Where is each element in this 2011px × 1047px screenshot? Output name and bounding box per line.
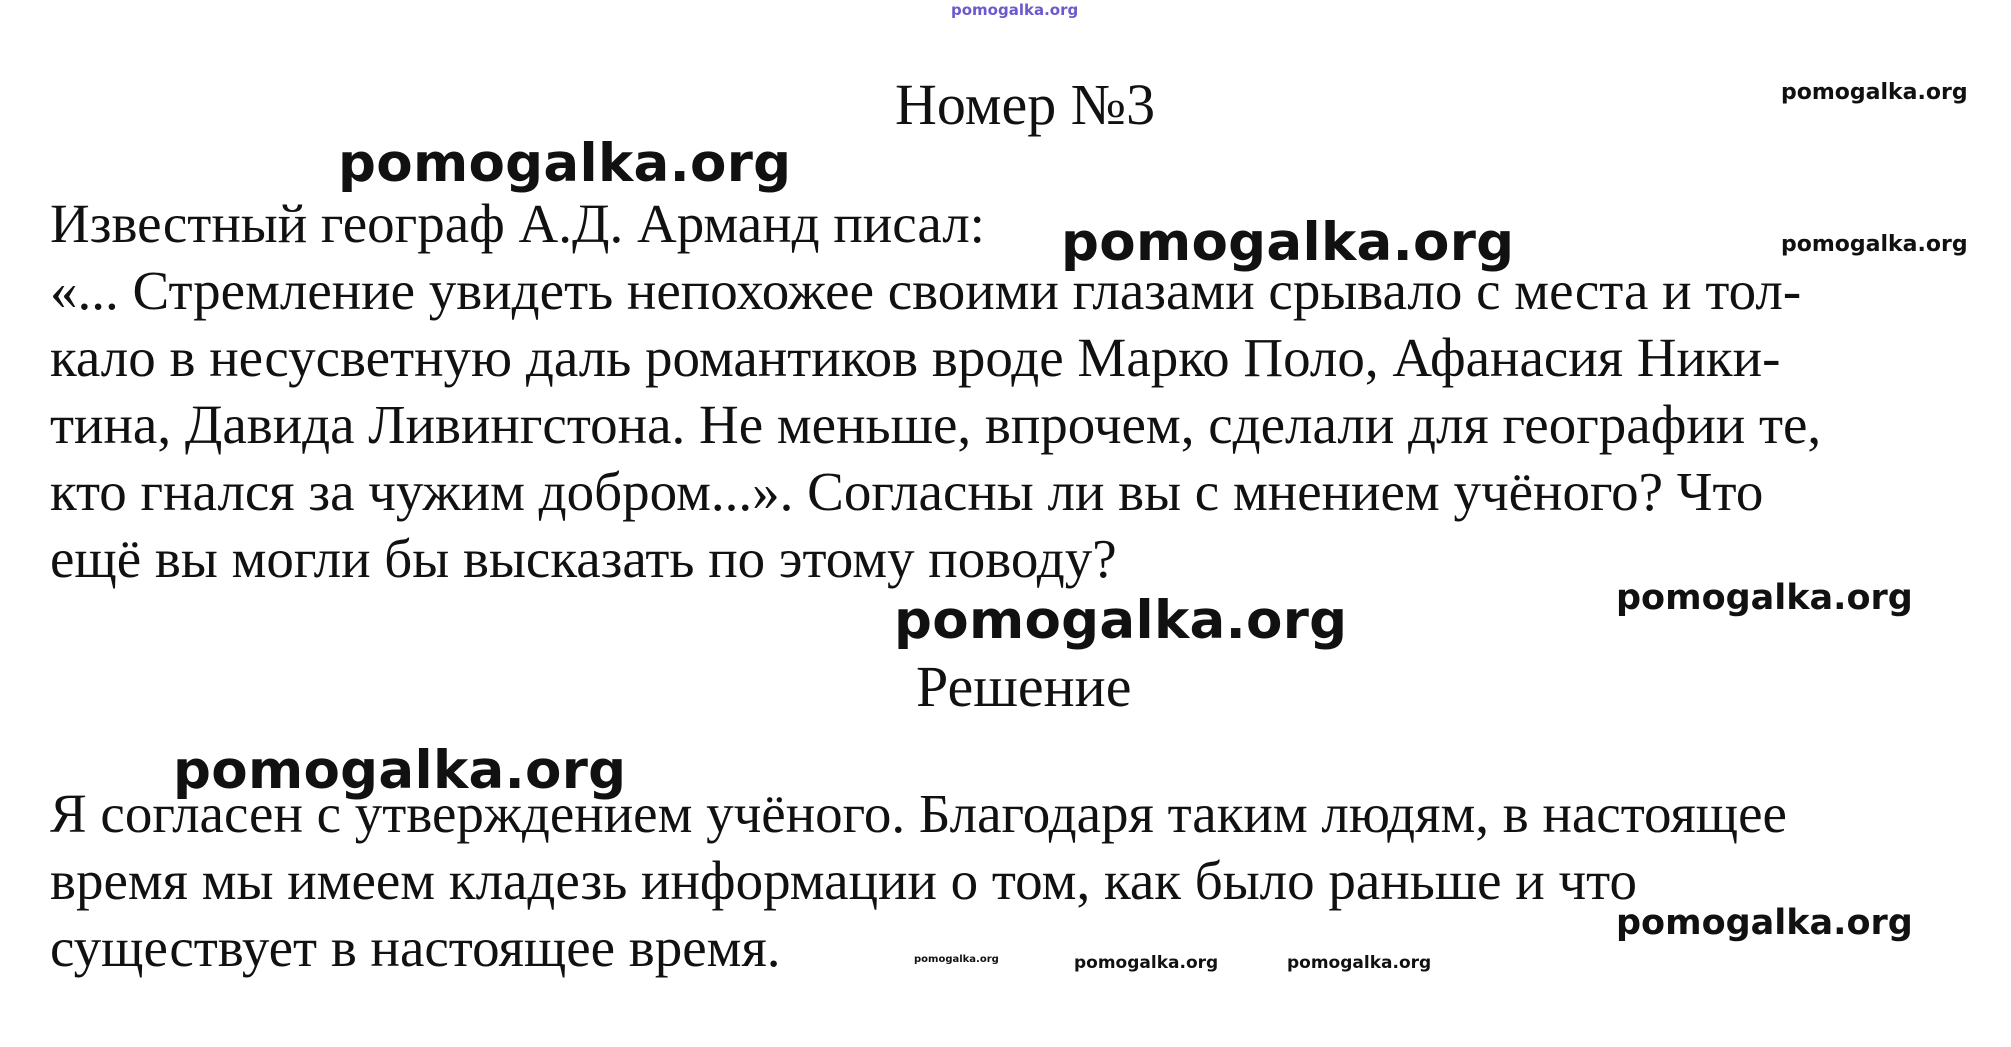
- watermark: pomogalka.org: [173, 740, 627, 801]
- solution-heading: Решение: [916, 654, 1132, 719]
- page-title: Номер №3: [895, 72, 1156, 137]
- source-watermark: pomogalka.org: [951, 1, 1079, 19]
- watermark: pomogalka.org: [1616, 903, 1913, 943]
- watermark: pomogalka.org: [1287, 953, 1432, 973]
- watermark: pomogalka.org: [894, 590, 1348, 651]
- solution-line-1: Я согласен с утверждением учёного. Благодаря таким людям, в настоящее: [50, 783, 1787, 844]
- watermark: pomogalka.org: [1781, 232, 1968, 257]
- watermark: pomogalka.org: [1616, 578, 1913, 618]
- task-line-1: Известный географ А.Д. Арманд писал:: [50, 193, 985, 254]
- task-line-6: ещё вы могли бы высказать по этому поводу?: [50, 528, 1117, 589]
- task-line-3: кало в несусветную даль романтиков вроде Марко Поло, Афанасия Ники-: [50, 327, 1781, 388]
- watermark: pomogalka.org: [338, 133, 792, 194]
- solution-line-3: существует в настоящее время.: [50, 917, 781, 978]
- solution-line-2: время мы имеем кладезь информации о том, как было раньше и что: [50, 850, 1637, 911]
- task-line-4: тина, Давида Ливингстона. Не меньше, впрочем, сделали для географии те,: [50, 394, 1822, 455]
- task-line-5: кто гнался за чужим добром...». Согласны ли вы с мнением учёного? Что: [50, 461, 1764, 522]
- watermark: pomogalka.org: [914, 954, 999, 965]
- watermark: pomogalka.org: [1061, 212, 1515, 273]
- watermark: pomogalka.org: [1074, 953, 1219, 973]
- task-line-2: «... Стремление увидеть непохожее своими глазами срывало с места и тол-: [50, 260, 1802, 321]
- watermark: pomogalka.org: [1781, 80, 1968, 105]
